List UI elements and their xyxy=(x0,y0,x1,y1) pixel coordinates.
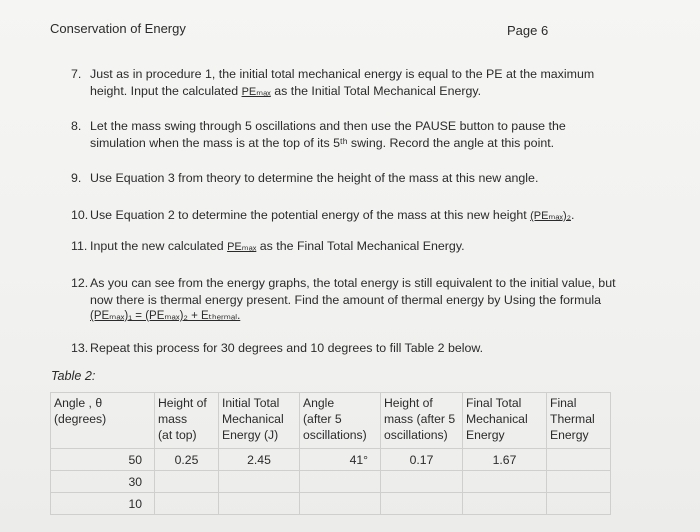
step-number: 12. xyxy=(71,276,89,290)
step-text-line1: As you can see from the energy graphs, the total energy is still equivalent to the initial value, but xyxy=(90,276,616,290)
cell-initial-energy xyxy=(219,471,300,493)
table-caption: Table 2: xyxy=(51,369,96,383)
cell-height-top xyxy=(155,471,219,493)
cell-angle-after xyxy=(300,493,381,515)
cell-angle-after xyxy=(300,471,381,493)
text-segment: as the Final Total Mechanical Energy. xyxy=(256,239,465,253)
header-line: Energy xyxy=(550,428,589,442)
step-text-line1 xyxy=(90,207,574,225)
step-text-line1: Repeat this process for 30 degrees and 10 degrees to fill Table 2 below. xyxy=(90,341,484,355)
cell-height-top: 0.25 xyxy=(155,449,219,471)
step-number: 7. xyxy=(71,67,82,81)
step-number: 10. xyxy=(71,208,89,222)
step-10 xyxy=(71,207,631,225)
text-segment: as the Initial Total Mechanical Energy. xyxy=(270,83,482,98)
step-12 xyxy=(71,275,641,325)
header-line: Angle , θ xyxy=(54,396,103,410)
cell-final-energy xyxy=(463,471,547,493)
step-13 xyxy=(71,340,631,358)
table-header-row xyxy=(51,393,611,449)
text-segment: Use Equation 2 to determine the potential energy of the mass at this new height xyxy=(90,208,531,222)
cell-initial-energy xyxy=(219,493,300,515)
header-line: Energy (J) xyxy=(222,428,279,442)
table-row xyxy=(51,471,611,493)
cell-final-energy: 1.67 xyxy=(463,449,547,471)
step-11 xyxy=(71,238,631,256)
step-text-line2: now there is thermal energy present. Find the amount of thermal energy by Using the formula xyxy=(90,292,602,307)
step-text-line1: Use Equation 3 from theory to determine the height of the mass at this new angle. xyxy=(90,171,539,185)
pe-max-2-symbol: (PEₘₐₓ)₂ xyxy=(530,210,571,222)
step-7 xyxy=(71,66,631,100)
step-text-line1: Just as in procedure 1, the initial total mechanical energy is equal to the PE at the maximum xyxy=(90,67,595,81)
header-line: mass (after 5 xyxy=(384,412,456,426)
header-line: mass xyxy=(158,412,188,426)
table-2 xyxy=(50,392,611,515)
header-final-energy xyxy=(463,393,547,449)
header-line: (degrees) xyxy=(54,412,107,426)
header-line: (at top) xyxy=(158,428,197,442)
cell-height-after xyxy=(381,493,463,515)
pe-max-symbol: PEₘₐₓ xyxy=(227,241,257,253)
cell-angle-after: 41° xyxy=(300,449,381,471)
header-line: Energy xyxy=(466,428,505,442)
text-segment: . xyxy=(570,208,575,222)
cell-thermal-energy xyxy=(547,493,611,515)
header-line: oscillations) xyxy=(384,428,448,442)
cell-angle: 50 xyxy=(51,449,155,471)
header-line: Final Total xyxy=(466,396,522,410)
cell-initial-energy: 2.45 xyxy=(219,449,300,471)
header-initial-energy xyxy=(219,393,300,449)
page-number: Page 6 xyxy=(507,23,549,38)
header-line: Height of xyxy=(158,396,207,410)
step-number: 11. xyxy=(71,239,88,253)
step-number: 8. xyxy=(71,119,82,133)
step-8 xyxy=(71,118,631,152)
table-row xyxy=(51,449,611,471)
step-text-line1 xyxy=(90,238,465,256)
document-title: Conservation of Energy xyxy=(50,21,186,36)
cell-height-after: 0.17 xyxy=(381,449,463,471)
step-text-line1: Let the mass swing through 5 oscillations and then use the PAUSE button to pause the xyxy=(90,119,566,133)
cell-angle: 10 xyxy=(51,493,155,515)
header-angle xyxy=(51,393,155,449)
header-angle-after xyxy=(300,393,381,449)
step-number: 13. xyxy=(71,341,89,355)
header-line: Mechanical xyxy=(466,412,528,426)
step-9 xyxy=(71,170,631,188)
text-segment: Input the new calculated xyxy=(90,239,228,253)
pe-max-symbol: PEₘₐₓ xyxy=(241,85,271,98)
header-line: (after 5 xyxy=(303,412,342,426)
text-segment: height. Input the calculated xyxy=(90,83,242,98)
header-line: Final xyxy=(550,396,577,410)
cell-final-energy xyxy=(463,493,547,515)
step-number: 9. xyxy=(71,171,82,185)
cell-height-top xyxy=(155,493,219,515)
step-text-line2 xyxy=(90,83,481,101)
cell-height-after xyxy=(381,471,463,493)
header-line: Initial Total xyxy=(222,396,280,410)
header-height-top xyxy=(155,393,219,449)
step-text-line2: simulation when the mass is at the top of its 5ᵗʰ swing. Record the angle at this point. xyxy=(90,135,555,150)
thermal-energy-formula: (PEₘₐₓ)₁ = (PEₘₐₓ)₂ + Eₜₕₑᵣₘₐₗ. xyxy=(90,310,241,322)
cell-thermal-energy xyxy=(547,471,611,493)
table-row xyxy=(51,493,611,515)
header-line: oscillations) xyxy=(303,428,367,442)
header-line: Angle xyxy=(303,396,335,410)
cell-angle: 30 xyxy=(51,471,155,493)
header-line: Height of xyxy=(384,396,433,410)
header-line: Thermal xyxy=(550,412,595,426)
header-height-after xyxy=(381,393,463,449)
header-thermal-energy xyxy=(547,393,611,449)
header-line: Mechanical xyxy=(222,412,284,426)
cell-thermal-energy xyxy=(547,449,611,471)
